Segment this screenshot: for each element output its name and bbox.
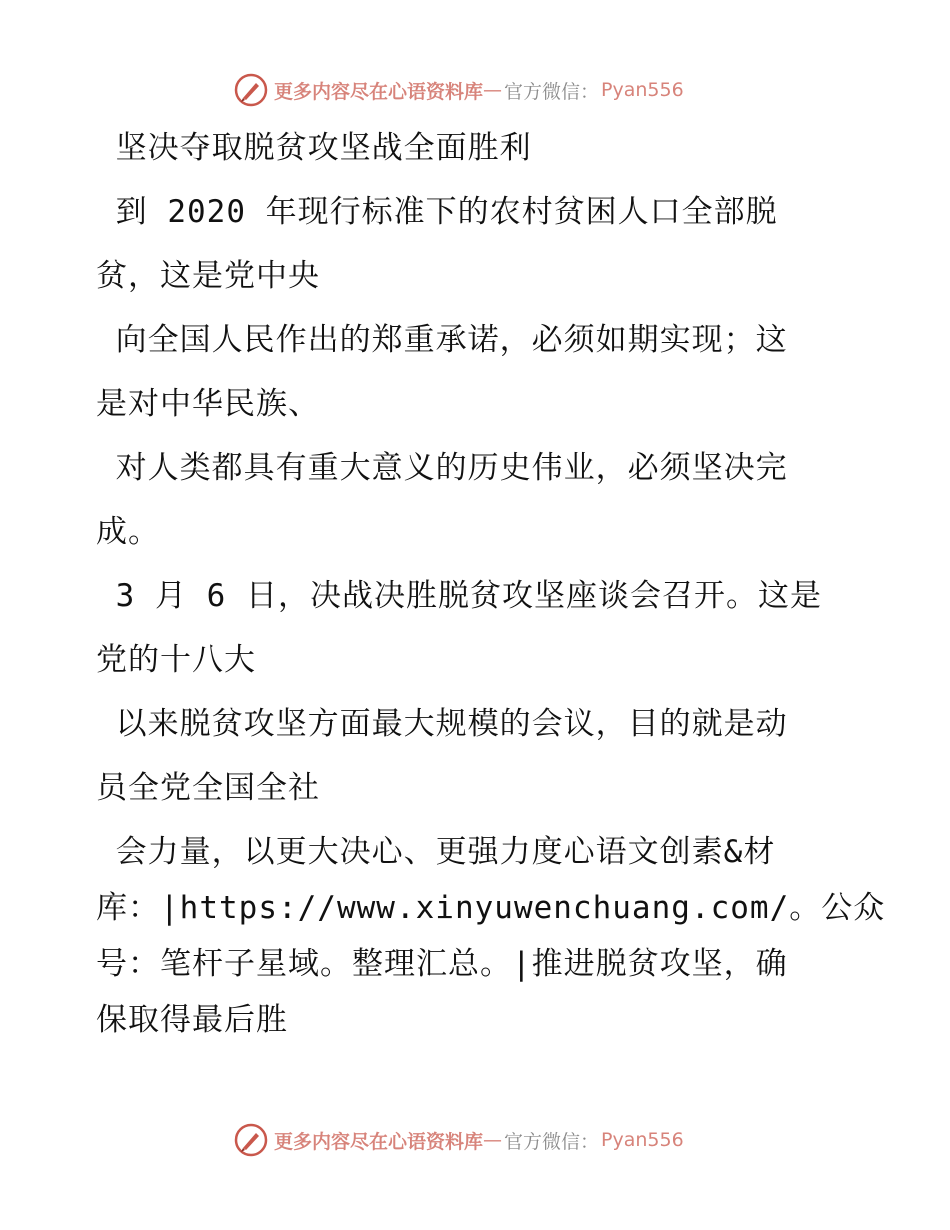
watermark-dash: —: [483, 1129, 503, 1151]
paragraph-line: 3 月 6 日，决战决胜脱贫攻坚座谈会召开。这是: [96, 578, 822, 614]
paragraph-line: 对人类都具有重大意义的历史伟业，必须坚决完: [96, 450, 788, 486]
paragraph-line: 以来脱贫攻坚方面最大规模的会议，目的就是动: [96, 706, 788, 742]
document-title: 坚决夺取脱贫攻坚战全面胜利: [96, 130, 532, 166]
paragraph-line: 成。: [96, 514, 160, 550]
watermark-official-label: 官方微信：: [504, 1130, 600, 1153]
pen-logo-icon: [234, 73, 268, 107]
paragraph-line: 号：笔杆子星域。整理汇总。|推进脱贫攻坚，确: [96, 946, 788, 982]
pen-logo-icon: [234, 1123, 268, 1157]
watermark-dash: —: [483, 79, 503, 101]
paragraph-line: 到 2020 年现行标准下的农村贫困人口全部脱: [96, 194, 778, 230]
paragraph-line: 贫，这是党中央: [96, 258, 320, 294]
paragraph-line: 库：|https://www.xinyuwenchuang.com/。公众: [96, 890, 886, 926]
watermark-wechat-id: Pyan556: [601, 79, 684, 101]
watermark-main-text: 更多内容尽在心语资料库: [274, 1130, 484, 1153]
paragraph-line: 党的十八大: [96, 642, 256, 678]
document-body: [96, 124, 886, 1052]
watermark-wechat-id: Pyan556: [601, 1129, 684, 1151]
paragraph-line: 是对中华民族、: [96, 386, 320, 422]
paragraph-line: 保取得最后胜: [96, 1002, 288, 1038]
paragraph-line: 向全国人民作出的郑重承诺，必须如期实现；这: [96, 322, 788, 358]
watermark-main-text: 更多内容尽在心语资料库: [274, 80, 484, 103]
header-watermark: [234, 70, 714, 110]
footer-watermark: [234, 1120, 714, 1160]
paragraph-line: 会力量，以更大决心、更强力度心语文创素&材: [96, 834, 776, 870]
paragraph-line: 员全党全国全社: [96, 770, 320, 806]
watermark-official-label: 官方微信：: [504, 80, 600, 103]
